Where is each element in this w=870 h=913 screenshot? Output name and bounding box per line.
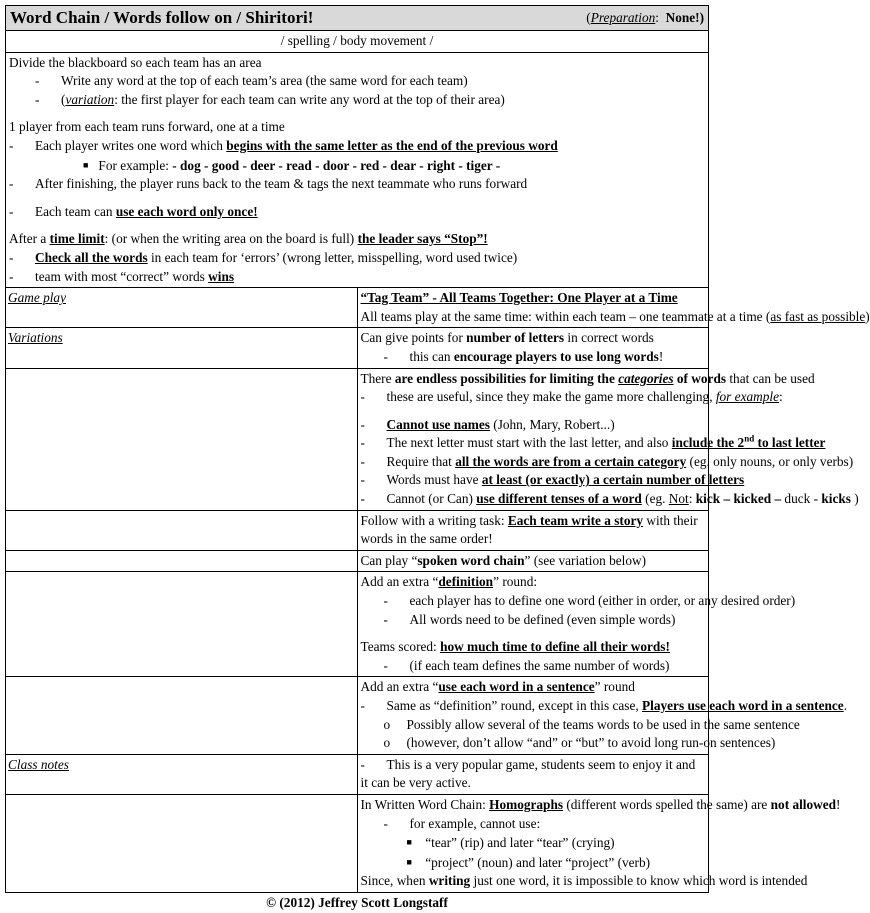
category-line: - Cannot use names (John, Mary, Robert...) (360, 416, 615, 432)
empty-label (6, 510, 358, 550)
definition-row (6, 572, 709, 677)
title-row (6, 6, 709, 31)
gameplay-text: All teams play at the same time: within each team – one teammate at a time (as fast as possible) (360, 308, 870, 324)
main-rules (6, 52, 709, 288)
rule-line: After a time limit: (or when the writing area on the board is full) the leader says “Stop”! (9, 231, 488, 247)
homographs-content (357, 794, 841, 892)
category-line: - Words must have at least (or exactly) a certain number of letters (360, 472, 745, 488)
empty-label (6, 550, 358, 572)
homographs-row (6, 794, 709, 892)
category-line: - these are useful, since they make the game more challenging, for example: (360, 389, 783, 405)
rule-line: - Write any word at the top of each team’s area (the same word for each team) (35, 73, 468, 89)
rule-line: - Each player writes one word which begins with the same letter as the end of the previous word (9, 137, 558, 153)
definition-line: - All words need to be defined (even simple words) (383, 611, 676, 627)
classnotes-row (6, 754, 709, 794)
sentence-line: Add an extra “use each word in a sentence” round (360, 679, 635, 695)
worksheet-page (5, 5, 870, 913)
sentence-line: o (however, don’t allow “and” or “but” to avoid long run-on sentences) (361, 734, 706, 753)
spoken-row (6, 550, 709, 572)
homograph-line: In Written Word Chain: Homographs (different words spelled the same) are not allowed! (360, 796, 841, 812)
definition-line: Teams scored: how much time to define all their words! (360, 639, 670, 655)
rule-line: - (variation: the first player for each team can write any word at the top of their area) (35, 91, 505, 107)
bullet-circle-icon: o (383, 735, 391, 751)
classnotes-label: Class notes (6, 754, 358, 794)
sentence-row (6, 677, 709, 754)
rule-line: - team with most “correct” words wins (9, 268, 235, 284)
preparation-note: (Preparation: None!) (586, 9, 704, 25)
categories-content (357, 368, 859, 510)
category-line: - Cannot (or Can) use different tenses of a word (eg. Not: kick – kicked – duck - kicks ) (360, 491, 859, 507)
rule-line: - Each team can use each word only once! (9, 203, 258, 219)
copyright-footer: © (2012) Jeffrey Scott Longstaff (266, 894, 448, 910)
story-content: Follow with a writing task: Each team write a story with their words in the same order! (357, 510, 709, 550)
gameplay-label: Game play (6, 288, 358, 328)
homograph-line: ■ “project” (noun) and later “project” (verb) (406, 854, 651, 870)
variation-line: - this can encourage players to use long words! (383, 348, 664, 364)
gameplay-content (357, 288, 870, 328)
homograph-line: Since, when writing just one word, it is impossible to know which word is intended (360, 873, 808, 889)
main-rules-row (6, 52, 709, 288)
empty-label (6, 794, 358, 892)
rule-line: 1 player from each team runs forward, one at a time (9, 119, 285, 135)
gameplay-title: “Tag Team” - All Teams Together: One Player at a Time (360, 290, 678, 306)
rule-line: - After finishing, the player runs back to the team & tags the next teammate who runs forward (9, 176, 528, 192)
title-cell (6, 6, 709, 31)
empty-label (6, 572, 358, 677)
sentence-content (357, 677, 848, 754)
categories-row (6, 368, 709, 510)
category-line: - The next letter must start with the last letter, and also include the 2nd to last letter (360, 433, 826, 451)
definition-content (357, 572, 796, 677)
bullet-circle-icon: o (383, 716, 391, 732)
definition-line: - (if each team defines the same number of words) (383, 657, 670, 673)
variations-label: Variations (6, 328, 358, 368)
homograph-line: ■ “tear” (rip) and later “tear” (crying) (406, 835, 615, 851)
page-title: Word Chain / Words follow on / Shiritori! (10, 7, 314, 27)
sentence-line: o Possibly allow several of the teams words to be used in the same sentence (361, 716, 706, 735)
variations-content (357, 328, 709, 368)
rule-line: Divide the blackboard so each team has an area (9, 54, 262, 70)
definition-line: Add an extra “definition” round: (360, 574, 538, 590)
category-line: - Require that all the words are from a certain category (eg. only nouns, or only verbs) (360, 453, 854, 469)
variation-line: Can give points for number of letters in correct words (360, 330, 654, 346)
sentence-line: - Same as “definition” round, except in this case, Players use each word in a sentence. (360, 698, 848, 713)
bullet-square-icon: ■ (406, 837, 412, 848)
spoken-content: Can play “spoken word chain” (see variation below) (357, 550, 709, 572)
empty-label (6, 677, 358, 754)
example-line: ■ For example: - dog - good - deer - read - door - red - dear - right - tiger - (83, 157, 501, 173)
rule-line: - Check all the words in each team for ‘errors’ (wrong letter, misspelling, word used twice) (9, 249, 518, 265)
classnotes-content: - This is a very popular game, students seem to enjoy it and it can be very active. (357, 754, 709, 794)
gameplay-row (6, 288, 709, 328)
bullet-square-icon: ■ (406, 856, 412, 867)
subtitle-row (6, 31, 709, 53)
homograph-line: - for example, cannot use: (383, 815, 541, 831)
bullet-square-icon: ■ (83, 159, 89, 170)
empty-label (6, 368, 358, 510)
worksheet-table (5, 5, 870, 893)
category-line: There are endless possibilities for limiting the categories of words that can be used (360, 370, 815, 386)
story-row (6, 510, 709, 550)
subtitle: / spelling / body movement / (6, 31, 709, 53)
definition-line: - each player has to define one word (either in order, or any desired order) (383, 593, 796, 609)
variations-row (6, 328, 709, 368)
